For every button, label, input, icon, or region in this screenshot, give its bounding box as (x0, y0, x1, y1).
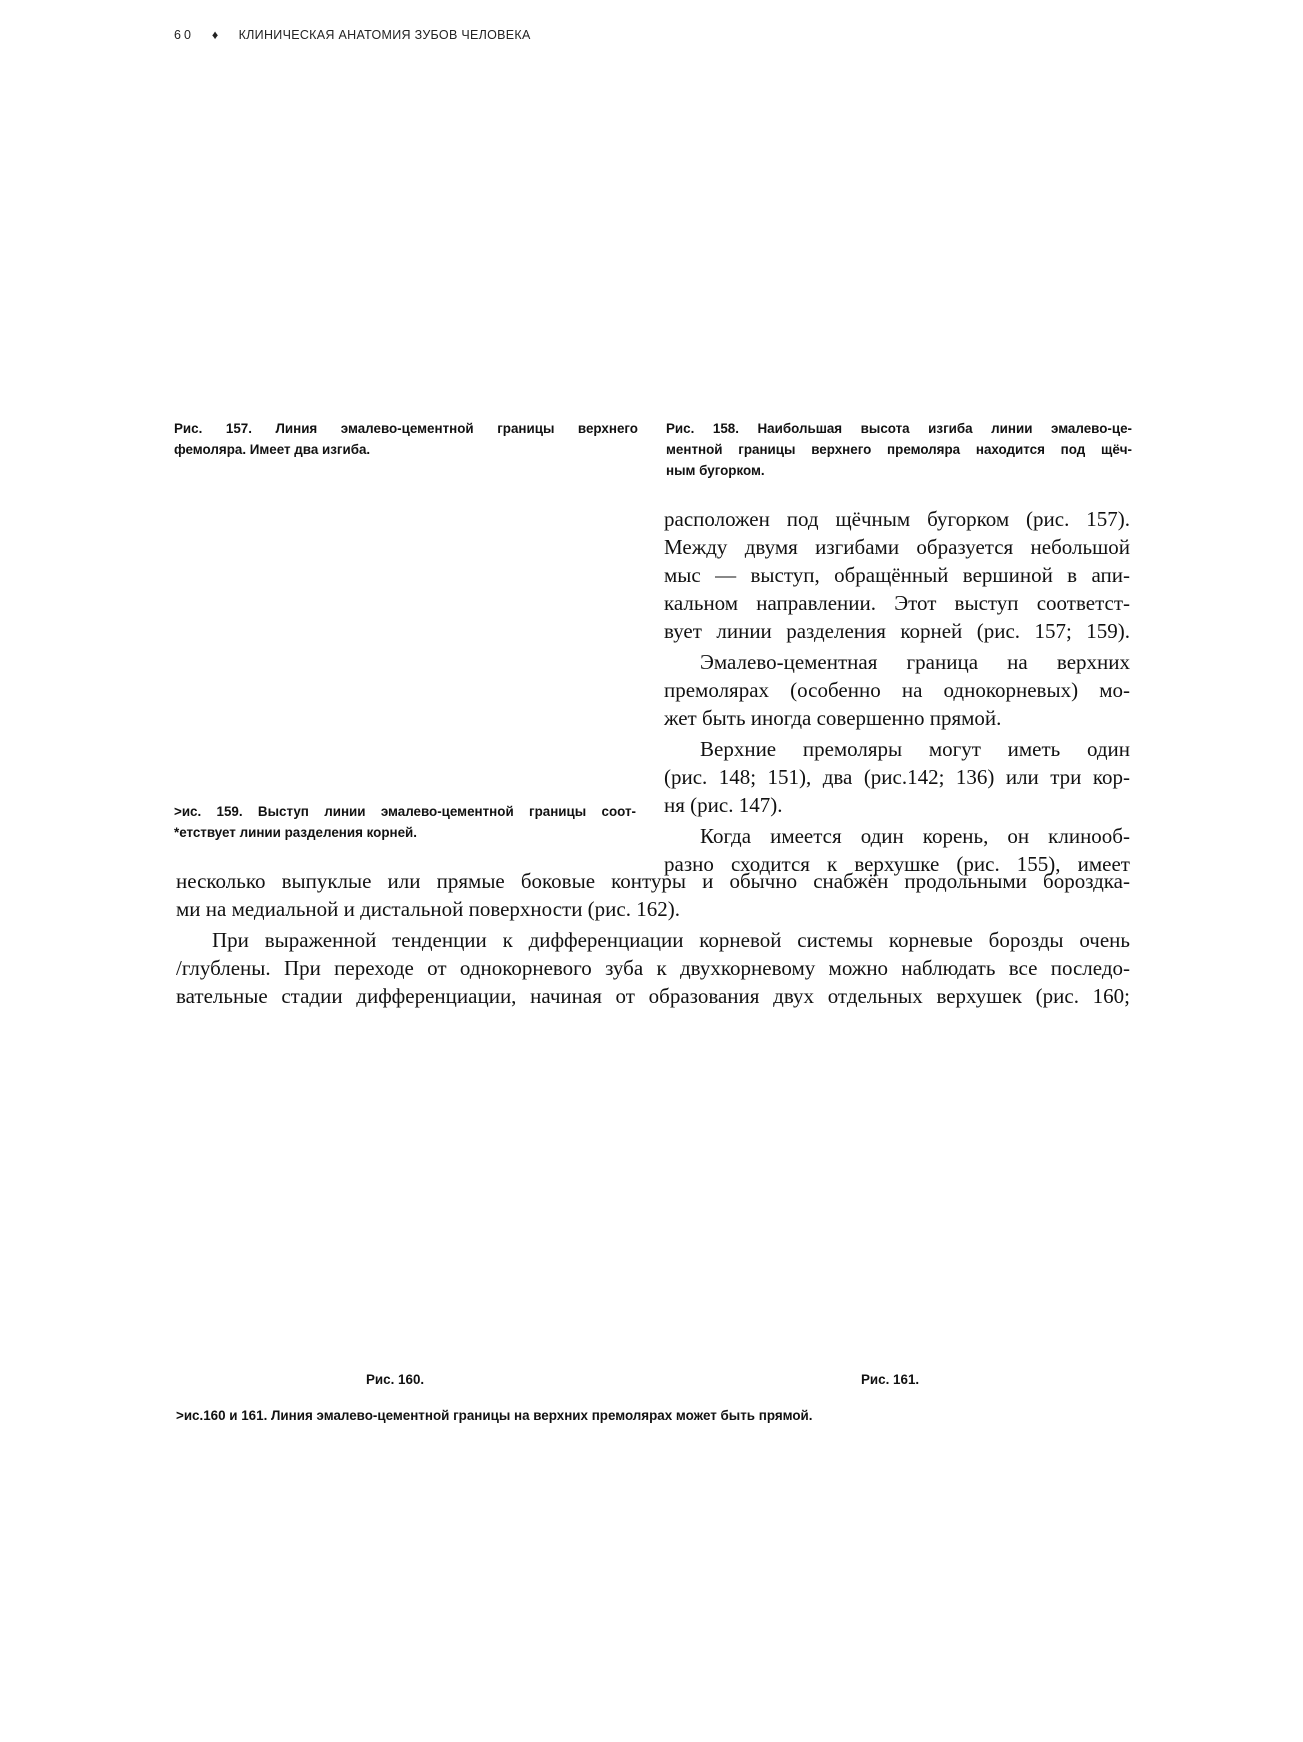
running-header (174, 28, 531, 42)
full-width-body-text (176, 867, 1130, 1010)
caption-line: Рис. 158. Наибольшая высота изгиба линии эмалево-це- (666, 421, 1132, 436)
label-fig-160: Рис. 160. (366, 1372, 425, 1387)
page-number: 60 (174, 28, 194, 42)
caption-line: ным бугорком. (666, 463, 765, 478)
text-line: расположен под щёчным бугорком (рис. 157). (664, 507, 1130, 531)
caption-line: фемоляра. Имеет два изгиба. (174, 442, 371, 457)
text-line: премолярах (особенно на однокорневых) мо- (664, 678, 1130, 702)
text-line: вательные стадии дифференциации, начиная от образования двух отдельных верхушек (рис. 160; (176, 984, 1130, 1008)
caption-fig-157 (174, 418, 638, 460)
text-line: Когда имеется один корень, он клинооб- (700, 824, 1130, 848)
text-line: кальном направлении. Этот выступ соответст- (664, 591, 1130, 615)
caption-line: ментной границы верхнего премоляра находится под щёч- (666, 442, 1132, 457)
text-line: (рис. 148; 151), два (рис.142; 136) или три кор- (664, 765, 1130, 789)
text-line: ми на медиальной и дистальной поверхности (рис. 162). (176, 897, 680, 921)
text-line: /глублены. При переходе от однокорневого зуба к двухкорневому можно наблюдать все последо- (176, 956, 1130, 980)
caption-line: *етствует линии разделения корней. (174, 825, 417, 840)
text-line: вует линии разделения корней (рис. 157; 159). (664, 619, 1130, 643)
text-line: мыс — выступ, обращённый вершиной в апи- (664, 563, 1130, 587)
text-line: При выраженной тенденции к дифференциации корневой системы корневые борозды очень (212, 928, 1130, 952)
book-title: КЛИНИЧЕСКАЯ АНАТОМИЯ ЗУБОВ ЧЕЛОВЕКА (238, 28, 531, 42)
caption-line: Рис. 157. Линия эмалево-цементной границы верхнего (174, 421, 638, 436)
caption-fig-160-161: >ис.160 и 161. Линия эмалево-цементной границы на верхних премолярах может быть прямой. (176, 1408, 813, 1423)
text-line: разно сходится к верхушке (рис. 155), имеет (664, 852, 1130, 876)
header-separator: ♦ (211, 28, 219, 42)
label-fig-161: Рис. 161. (861, 1372, 920, 1387)
caption-fig-159 (174, 801, 636, 843)
caption-fig-158 (666, 418, 1132, 481)
text-line: жет быть иногда совершенно прямой. (664, 706, 1002, 730)
text-line: несколько выпуклые или прямые боковые контуры и обычно снабжён продольными бороздка- (176, 869, 1130, 893)
text-line: Верхние премоляры могут иметь один (700, 737, 1130, 761)
caption-line: >ис. 159. Выступ линии эмалево-цементной границы соот- (174, 804, 636, 819)
text-line: ня (рис. 147). (664, 793, 783, 817)
text-line: Эмалево-цементная граница на верхних (700, 650, 1130, 674)
text-line: Между двумя изгибами образуется небольшой (664, 535, 1130, 559)
column-body-text (664, 505, 1130, 878)
